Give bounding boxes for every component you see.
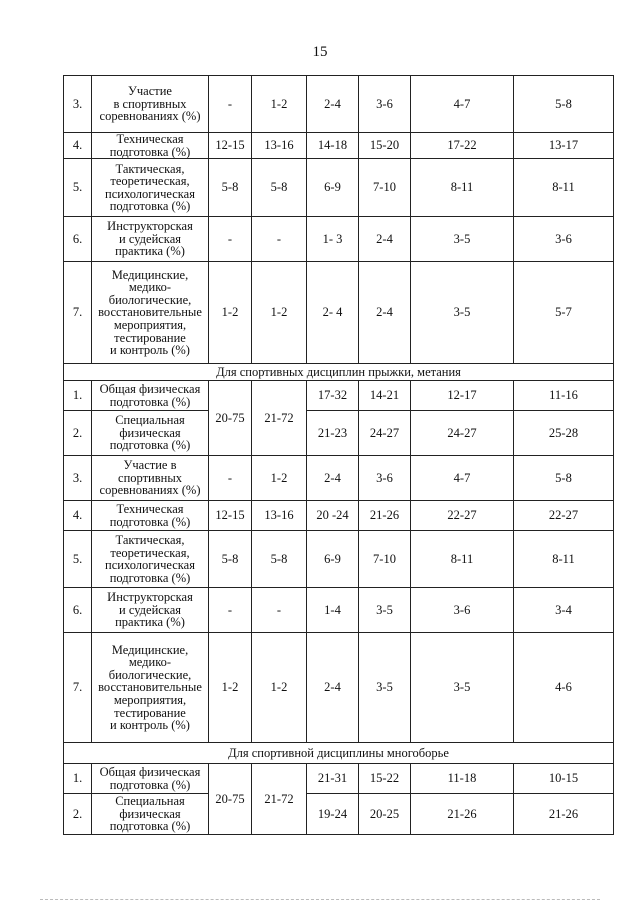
value-cell: 21-26 xyxy=(514,794,614,835)
row-name: Участие в спортивных соревнованиях (%) xyxy=(92,456,209,501)
value-cell: 3-5 xyxy=(411,217,514,262)
value-cell: 15-22 xyxy=(359,764,411,794)
row-name: Общая физическая подготовка (%) xyxy=(92,381,209,411)
value-cell: 1-2 xyxy=(252,633,307,743)
value-cell: 2-4 xyxy=(359,217,411,262)
row-number: 7. xyxy=(64,262,92,364)
value-cell: 3-5 xyxy=(411,633,514,743)
row-number: 4. xyxy=(64,501,92,531)
value-cell: 12-17 xyxy=(411,381,514,411)
section-heading-row xyxy=(64,364,614,381)
table-row xyxy=(64,381,614,411)
table-row xyxy=(64,794,614,835)
row-number: 7. xyxy=(64,633,92,743)
row-name: Инструкторская и судейская практика (%) xyxy=(92,588,209,633)
value-cell: 5-7 xyxy=(514,262,614,364)
value-cell: 8-11 xyxy=(411,159,514,217)
row-number: 5. xyxy=(64,531,92,588)
value-cell: 21-26 xyxy=(411,794,514,835)
value-cell: 3-5 xyxy=(359,588,411,633)
value-cell: 1-2 xyxy=(252,76,307,133)
page-number: 15 xyxy=(312,44,328,60)
value-cell: 2-4 xyxy=(359,262,411,364)
table-row xyxy=(64,159,614,217)
value-cell: 11-16 xyxy=(514,381,614,411)
row-number: 2. xyxy=(64,411,92,456)
value-cell: 4-7 xyxy=(411,456,514,501)
value-cell: 20-25 xyxy=(359,794,411,835)
table-row xyxy=(64,501,614,531)
value-cell: 7-10 xyxy=(359,159,411,217)
value-cell: 12-15 xyxy=(209,133,252,159)
value-cell: 1-2 xyxy=(252,262,307,364)
value-cell: 22-27 xyxy=(514,501,614,531)
value-cell: 13-16 xyxy=(252,133,307,159)
page-bottom-edge xyxy=(40,899,600,900)
value-cell: 4-6 xyxy=(514,633,614,743)
value-cell: 17-22 xyxy=(411,133,514,159)
row-number: 6. xyxy=(64,217,92,262)
merged-cell: 20-75 xyxy=(209,381,252,456)
training-ratio-table xyxy=(63,75,614,835)
value-cell: 13-16 xyxy=(252,501,307,531)
value-cell: 3-6 xyxy=(359,456,411,501)
value-cell: 3-5 xyxy=(359,633,411,743)
value-cell: 19-24 xyxy=(307,794,359,835)
value-cell: 14-18 xyxy=(307,133,359,159)
row-name: Специальная физическая подготовка (%) xyxy=(92,411,209,456)
value-cell: - xyxy=(209,76,252,133)
value-cell: 24-27 xyxy=(411,411,514,456)
value-cell: 5-8 xyxy=(209,531,252,588)
value-cell: 3-6 xyxy=(359,76,411,133)
row-number: 3. xyxy=(64,76,92,133)
table-row xyxy=(64,76,614,133)
row-number: 2. xyxy=(64,794,92,835)
row-name: Техническая подготовка (%) xyxy=(92,133,209,159)
value-cell: 1-2 xyxy=(252,456,307,501)
value-cell: 8-11 xyxy=(411,531,514,588)
value-cell: 24-27 xyxy=(359,411,411,456)
section-heading: Для спортивной дисциплины многоборье xyxy=(64,743,614,764)
row-name: Тактическая, теоретическая, психологическая подготовка (%) xyxy=(92,159,209,217)
row-number: 5. xyxy=(64,159,92,217)
row-name: Тактическая, теоретическая, психологическая подготовка (%) xyxy=(92,531,209,588)
value-cell: 14-21 xyxy=(359,381,411,411)
value-cell: 7-10 xyxy=(359,531,411,588)
value-cell: - xyxy=(209,456,252,501)
value-cell: 25-28 xyxy=(514,411,614,456)
merged-cell: 21-72 xyxy=(252,764,307,835)
value-cell: 21-23 xyxy=(307,411,359,456)
table-row xyxy=(64,411,614,456)
table-row xyxy=(64,764,614,794)
table-row xyxy=(64,133,614,159)
value-cell: 3-6 xyxy=(514,217,614,262)
row-number: 1. xyxy=(64,381,92,411)
value-cell: 6-9 xyxy=(307,159,359,217)
row-name: Специальная физическая подготовка (%) xyxy=(92,794,209,835)
row-name: Техническая подготовка (%) xyxy=(92,501,209,531)
value-cell: 1-2 xyxy=(209,633,252,743)
section-heading: Для спортивных дисциплин прыжки, метания xyxy=(64,364,614,381)
value-cell: 15-20 xyxy=(359,133,411,159)
row-name: Общая физическая подготовка (%) xyxy=(92,764,209,794)
value-cell: 5-8 xyxy=(514,76,614,133)
value-cell: 21-31 xyxy=(307,764,359,794)
value-cell: 6-9 xyxy=(307,531,359,588)
value-cell: 2- 4 xyxy=(307,262,359,364)
row-number: 1. xyxy=(64,764,92,794)
value-cell: 5-8 xyxy=(514,456,614,501)
value-cell: - xyxy=(252,588,307,633)
row-name: Медицинские, медико- биологические, восстановительные мероприятия, тестирование и контроль (%) xyxy=(92,262,209,364)
table-row xyxy=(64,217,614,262)
table-row xyxy=(64,588,614,633)
value-cell: 3-6 xyxy=(411,588,514,633)
value-cell: 17-32 xyxy=(307,381,359,411)
value-cell: 22-27 xyxy=(411,501,514,531)
value-cell: 1-2 xyxy=(209,262,252,364)
value-cell: 5-8 xyxy=(252,531,307,588)
row-name: Медицинские, медико- биологические, восстановительные мероприятия, тестирование и контроль (%) xyxy=(92,633,209,743)
value-cell: 2-4 xyxy=(307,456,359,501)
value-cell: 20 -24 xyxy=(307,501,359,531)
merged-cell: 21-72 xyxy=(252,381,307,456)
value-cell: 11-18 xyxy=(411,764,514,794)
value-cell: 2-4 xyxy=(307,76,359,133)
value-cell: - xyxy=(252,217,307,262)
section-heading-row xyxy=(64,743,614,764)
value-cell: 13-17 xyxy=(514,133,614,159)
row-number: 6. xyxy=(64,588,92,633)
table-row xyxy=(64,531,614,588)
table-row xyxy=(64,633,614,743)
value-cell: 1-4 xyxy=(307,588,359,633)
row-number: 3. xyxy=(64,456,92,501)
value-cell: 4-7 xyxy=(411,76,514,133)
value-cell: - xyxy=(209,588,252,633)
table-row xyxy=(64,262,614,364)
value-cell: 5-8 xyxy=(252,159,307,217)
value-cell: 10-15 xyxy=(514,764,614,794)
value-cell: 3-5 xyxy=(411,262,514,364)
value-cell: 3-4 xyxy=(514,588,614,633)
value-cell: 2-4 xyxy=(307,633,359,743)
value-cell: 5-8 xyxy=(209,159,252,217)
table-row xyxy=(64,456,614,501)
merged-cell: 20-75 xyxy=(209,764,252,835)
row-name: Участие в спортивных соревнованиях (%) xyxy=(92,76,209,133)
value-cell: 1- 3 xyxy=(307,217,359,262)
value-cell: 12-15 xyxy=(209,501,252,531)
value-cell: 8-11 xyxy=(514,159,614,217)
value-cell: - xyxy=(209,217,252,262)
row-name: Инструкторская и судейская практика (%) xyxy=(92,217,209,262)
row-number: 4. xyxy=(64,133,92,159)
value-cell: 8-11 xyxy=(514,531,614,588)
value-cell: 21-26 xyxy=(359,501,411,531)
